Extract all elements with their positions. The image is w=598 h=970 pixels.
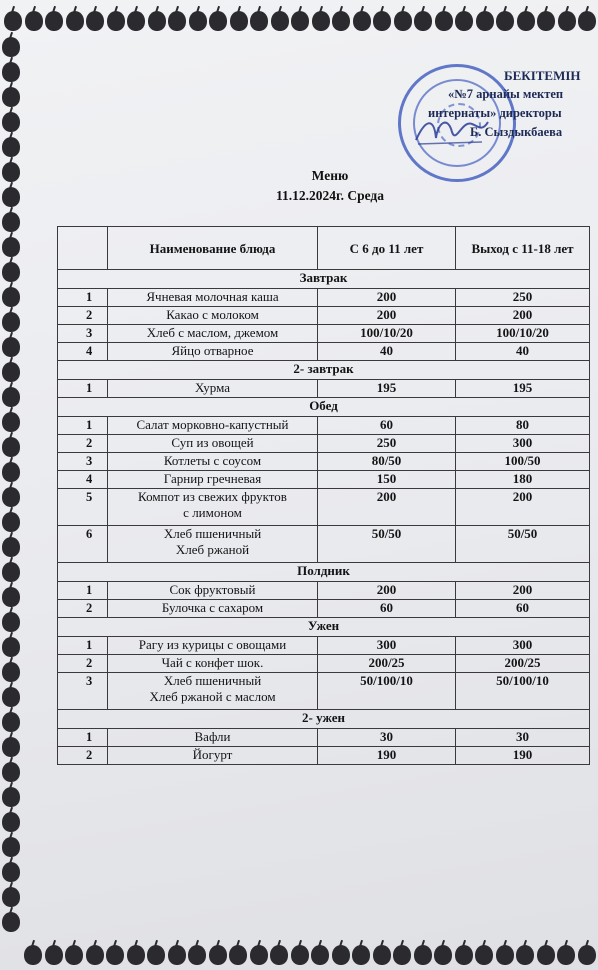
apple-icon (0, 457, 22, 483)
dish-name: Хлеб с маслом, джемом (146, 325, 279, 340)
apple-icon (207, 6, 229, 32)
portion-11-18: 50/100/10 (456, 673, 590, 710)
dish-name-cell (108, 600, 318, 618)
header-dish-name: Наименование блюда (108, 227, 318, 270)
apple-icon (330, 6, 352, 32)
decorative-apple-border-bottom (0, 926, 598, 970)
portion-6-11: 200 (318, 289, 456, 307)
apple-icon (556, 6, 578, 32)
apple-icon (0, 882, 22, 908)
apple-icon (412, 6, 434, 32)
table-row (58, 655, 590, 673)
section-title: Обед (58, 398, 590, 417)
dish-name-cell (108, 471, 318, 489)
table-row (58, 526, 590, 563)
apple-icon (0, 632, 22, 658)
portion-6-11: 150 (318, 471, 456, 489)
dish-name-cell (108, 325, 318, 343)
portion-11-18: 100/10/20 (456, 325, 590, 343)
apple-icon (514, 940, 536, 966)
dish-name-line2: Хлеб ржаной (175, 542, 250, 557)
dish-name: Салат морковно-капустный (136, 417, 289, 432)
dish-name: Булочка с сахаром (161, 600, 264, 615)
section-title: Полдник (58, 563, 590, 582)
dish-name-cell (108, 489, 318, 526)
dish-name-cell (108, 307, 318, 325)
portion-6-11: 250 (318, 435, 456, 453)
row-number: 1 (58, 417, 108, 435)
table-row (58, 673, 590, 710)
portion-6-11: 100/10/20 (318, 325, 456, 343)
portion-11-18: 80 (456, 417, 590, 435)
dish-name: Компот из свежих фруктов (138, 489, 287, 504)
apple-icon (0, 807, 22, 833)
portion-6-11: 60 (318, 417, 456, 435)
portion-11-18: 250 (456, 289, 590, 307)
dish-name-cell (108, 380, 318, 398)
apple-icon (433, 6, 455, 32)
table-row (58, 453, 590, 471)
portion-11-18: 100/50 (456, 453, 590, 471)
document-date: 11.12.2024г. Среда (275, 188, 384, 203)
row-number: 2 (58, 435, 108, 453)
section-title: Завтрак (58, 270, 590, 289)
apple-icon (166, 940, 188, 966)
apple-icon (0, 157, 22, 183)
header-age-11-18: Выход с 11-18 лет (456, 227, 590, 270)
row-number: 2 (58, 655, 108, 673)
dish-name-cell (108, 747, 318, 765)
dish-name-cell (108, 655, 318, 673)
row-number: 1 (58, 729, 108, 747)
approval-position-line: интернаты» директоры (428, 106, 562, 120)
apple-icon (515, 6, 537, 32)
apple-icon (350, 940, 372, 966)
apple-icon (269, 6, 291, 32)
apple-icon (371, 940, 393, 966)
apple-icon (0, 657, 22, 683)
apple-icon (555, 940, 577, 966)
table-header-row (58, 227, 590, 270)
table-row (58, 380, 590, 398)
row-number: 6 (58, 526, 108, 563)
dish-name-cell (108, 289, 318, 307)
table-row (58, 343, 590, 361)
portion-11-18: 300 (456, 637, 590, 655)
decorative-apple-border-top (0, 0, 598, 40)
row-number: 3 (58, 673, 108, 710)
dish-name: Какао с молоком (166, 307, 259, 322)
portion-6-11: 50/50 (318, 526, 456, 563)
apple-icon (0, 432, 22, 458)
section-title: 2- завтрак (58, 361, 590, 380)
apple-icon (473, 940, 495, 966)
dish-name: Котлеты с соусом (163, 453, 262, 468)
dish-name: Хлеб пшеничный (163, 673, 262, 688)
apple-icon (310, 6, 332, 32)
apple-icon (0, 757, 22, 783)
portion-6-11: 60 (318, 600, 456, 618)
portion-11-18: 50/50 (456, 526, 590, 563)
apple-icon (248, 6, 270, 32)
portion-11-18: 30 (456, 729, 590, 747)
dish-name-cell (108, 453, 318, 471)
portion-6-11: 200 (318, 489, 456, 526)
decorative-apple-border-left (0, 0, 24, 970)
table-row (58, 489, 590, 526)
apple-icon (0, 607, 22, 633)
apple-icon (0, 682, 22, 708)
apple-icon (146, 6, 168, 32)
row-number: 1 (58, 380, 108, 398)
portion-11-18: 300 (456, 435, 590, 453)
apple-icon (0, 232, 22, 258)
apple-icon (453, 6, 475, 32)
apple-icon (576, 6, 598, 32)
row-number: 1 (58, 637, 108, 655)
apple-icon (207, 940, 229, 966)
apple-icon (494, 6, 516, 32)
approval-block (420, 66, 598, 142)
dish-name-cell (108, 729, 318, 747)
section-row (58, 563, 590, 582)
apple-icon (391, 940, 413, 966)
dish-name: Йогурт (192, 747, 233, 762)
apple-icon (351, 6, 373, 32)
apple-icon (0, 307, 22, 333)
dish-name-cell (108, 417, 318, 435)
dish-name-line2: Хлеб ржаной с маслом (149, 689, 276, 704)
apple-icon (494, 940, 516, 966)
row-number: 2 (58, 747, 108, 765)
portion-6-11: 200 (318, 307, 456, 325)
section-row (58, 398, 590, 417)
portion-6-11: 80/50 (318, 453, 456, 471)
row-number: 2 (58, 600, 108, 618)
apple-icon (0, 532, 22, 558)
dish-name-cell (108, 526, 318, 563)
row-number: 3 (58, 325, 108, 343)
apple-icon (0, 382, 22, 408)
dish-name-cell (108, 435, 318, 453)
apple-icon (125, 940, 147, 966)
portion-6-11: 300 (318, 637, 456, 655)
portion-11-18: 180 (456, 471, 590, 489)
apple-icon (289, 940, 311, 966)
apple-icon (186, 940, 208, 966)
document-title: Меню (311, 168, 349, 183)
apple-icon (0, 857, 22, 883)
apple-icon (43, 940, 65, 966)
approval-heading: БЕКІТЕМІН (504, 68, 581, 83)
row-number: 3 (58, 453, 108, 471)
apple-icon (23, 6, 45, 32)
section-title: 2- ужен (58, 710, 590, 729)
apple-icon (84, 6, 106, 32)
dish-name-line2: с лимоном (183, 505, 242, 520)
row-number: 1 (58, 289, 108, 307)
apple-icon (64, 6, 86, 32)
apple-icon (166, 6, 188, 32)
apple-icon (0, 32, 22, 58)
table-row (58, 435, 590, 453)
approval-school-line: «№7 арнайы мектеп (448, 87, 564, 101)
row-number: 2 (58, 307, 108, 325)
portion-11-18: 200 (456, 582, 590, 600)
table-row (58, 325, 590, 343)
apple-icon (371, 6, 393, 32)
apple-icon (0, 332, 22, 358)
apple-icon (187, 6, 209, 32)
apple-icon (0, 407, 22, 433)
apple-icon (0, 357, 22, 383)
dish-name-cell (108, 343, 318, 361)
apple-icon (0, 182, 22, 208)
portion-11-18: 200 (456, 307, 590, 325)
apple-icon (412, 940, 434, 966)
apple-icon (268, 940, 290, 966)
dish-name: Гарнир гречневая (163, 471, 262, 486)
portion-6-11: 200/25 (318, 655, 456, 673)
apple-icon (392, 6, 414, 32)
apple-icon (0, 732, 22, 758)
apple-icon (0, 132, 22, 158)
table-row (58, 747, 590, 765)
apple-icon (0, 782, 22, 808)
apple-icon (84, 940, 106, 966)
table-row (58, 307, 590, 325)
approval-director-name: Б. Сыздыкбаева (470, 125, 563, 139)
dish-name: Чай с конфет шок. (161, 655, 264, 670)
apple-icon (22, 940, 44, 966)
table-row (58, 600, 590, 618)
portion-6-11: 30 (318, 729, 456, 747)
table-row (58, 289, 590, 307)
portion-11-18: 200/25 (456, 655, 590, 673)
apple-icon (453, 940, 475, 966)
table-row (58, 582, 590, 600)
apple-icon (227, 940, 249, 966)
apple-icon (0, 482, 22, 508)
dish-name: Хурма (195, 380, 230, 395)
table-row (58, 417, 590, 435)
apple-icon (0, 282, 22, 308)
dish-name: Рагу из курицы с овощами (138, 637, 287, 652)
menu-table (57, 226, 590, 765)
apple-icon (309, 940, 331, 966)
dish-name-cell (108, 637, 318, 655)
apple-icon (0, 832, 22, 858)
portion-11-18: 195 (456, 380, 590, 398)
dish-name: Вафли (194, 729, 231, 744)
table-row (58, 729, 590, 747)
header-age-6-11: С 6 до 11 лет (318, 227, 456, 270)
apple-icon (248, 940, 270, 966)
apple-icon (0, 82, 22, 108)
section-row (58, 710, 590, 729)
dish-name: Ячневая молочная каша (146, 289, 279, 304)
header-num (58, 227, 108, 270)
table-row (58, 637, 590, 655)
apple-icon (289, 6, 311, 32)
portion-6-11: 40 (318, 343, 456, 361)
dish-name-cell (108, 673, 318, 710)
dish-name: Яйцо отварное (171, 343, 254, 358)
apple-icon (0, 582, 22, 608)
apple-icon (228, 6, 250, 32)
apple-icon (0, 507, 22, 533)
apple-icon (125, 6, 147, 32)
apple-icon (0, 557, 22, 583)
section-row (58, 270, 590, 289)
portion-11-18: 60 (456, 600, 590, 618)
apple-icon (0, 707, 22, 733)
row-number: 5 (58, 489, 108, 526)
apple-icon (0, 257, 22, 283)
portion-6-11: 195 (318, 380, 456, 398)
dish-name: Сок фруктовый (169, 582, 256, 597)
dish-name: Суп из овощей (171, 435, 254, 450)
section-row (58, 618, 590, 637)
apple-icon (535, 940, 557, 966)
table-row (58, 471, 590, 489)
portion-6-11: 50/100/10 (318, 673, 456, 710)
apple-icon (432, 940, 454, 966)
apple-icon (43, 6, 65, 32)
apple-icon (330, 940, 352, 966)
portion-6-11: 190 (318, 747, 456, 765)
apple-icon (474, 6, 496, 32)
apple-icon (576, 940, 598, 966)
portion-6-11: 200 (318, 582, 456, 600)
section-row (58, 361, 590, 380)
dish-name-cell (108, 582, 318, 600)
portion-11-18: 200 (456, 489, 590, 526)
apple-icon (145, 940, 167, 966)
apple-icon (63, 940, 85, 966)
apple-icon (105, 6, 127, 32)
apple-icon (104, 940, 126, 966)
apple-icon (0, 107, 22, 133)
apple-icon (535, 6, 557, 32)
dish-name: Хлеб пшеничный (163, 526, 262, 541)
row-number: 1 (58, 582, 108, 600)
portion-11-18: 190 (456, 747, 590, 765)
row-number: 4 (58, 471, 108, 489)
apple-icon (0, 57, 22, 83)
apple-icon (0, 207, 22, 233)
portion-11-18: 40 (456, 343, 590, 361)
row-number: 4 (58, 343, 108, 361)
section-title: Ужен (58, 618, 590, 637)
